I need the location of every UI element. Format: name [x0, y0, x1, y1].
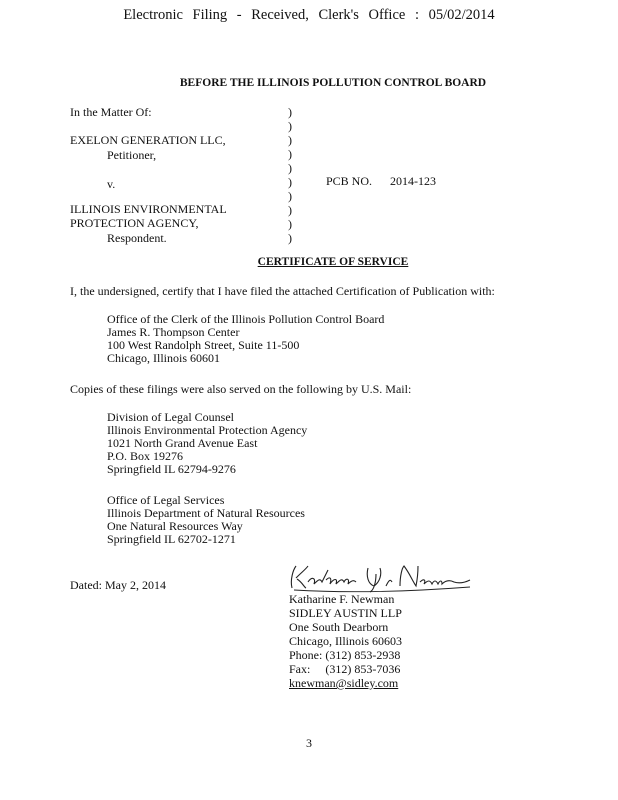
caption-respondent-name-1: ILLINOIS ENVIRONMENTAL — [70, 202, 227, 216]
signer-phone: Phone: (312) 853-2938 — [289, 648, 401, 662]
address-line: Illinois Environmental Protection Agency — [107, 423, 308, 437]
date-line: Dated: May 2, 2014 — [70, 578, 166, 592]
copies-served-text: Copies of these filings were also served on the following by U.S. Mail: — [70, 382, 412, 396]
address-line: Illinois Department of Natural Resources — [107, 506, 305, 520]
signer-email-link[interactable]: knewman@sidley.com — [289, 676, 399, 690]
caption-bracket: ) — [288, 231, 292, 245]
case-number-value: 2014-123 — [390, 174, 437, 188]
caption-versus: v. — [107, 177, 116, 191]
signer-name: Katharine F. Newman — [289, 592, 395, 606]
address-line: Springfield IL 62702-1271 — [107, 532, 236, 546]
certification-intro: I, the undersigned, certify that I have filed the attached Certification of Publication with: — [70, 284, 495, 298]
address-line: Office of the Clerk of the Illinois Pollution Control Board — [107, 312, 385, 326]
filing-stamp-header: Electronic Filing - Received, Clerk's Office : 05/02/2014 — [123, 7, 495, 23]
caption-bracket: ) — [288, 203, 292, 217]
address-line: One Natural Resources Way — [107, 519, 243, 533]
signer-fax: Fax: (312) 853-7036 — [289, 662, 401, 676]
address-line: James R. Thompson Center — [107, 325, 240, 339]
recipient-idnr-block — [107, 494, 305, 546]
page-number: 3 — [306, 736, 312, 750]
caption-petitioner-role: Petitioner, — [107, 148, 157, 162]
caption-bracket: ) — [288, 133, 292, 147]
caption-bracket: ) — [288, 105, 292, 119]
caption-bracket: ) — [288, 147, 292, 161]
caption-bracket: ) — [288, 161, 292, 175]
case-number — [326, 174, 436, 188]
signer-city: Chicago, Illinois 60603 — [289, 634, 402, 648]
caption-bracket: ) — [288, 119, 292, 133]
address-line: Chicago, Illinois 60601 — [107, 351, 220, 365]
caption-in-matter: In the Matter Of: — [70, 105, 152, 119]
document-title: BEFORE THE ILLINOIS POLLUTION CONTROL BOARD — [179, 77, 487, 89]
case-number-label: PCB NO. — [326, 174, 373, 188]
caption-respondent-role: Respondent. — [107, 231, 167, 245]
certificate-title: CERTIFICATE OF SERVICE — [257, 256, 409, 268]
address-line: 100 West Randolph Street, Suite 11-500 — [107, 338, 300, 352]
caption-bracket: ) — [288, 189, 292, 203]
caption-bracket: ) — [288, 217, 292, 231]
address-line: P.O. Box 19276 — [107, 449, 184, 463]
recipient-iepa-block — [107, 411, 307, 476]
signer-firm: SIDLEY AUSTIN LLP — [289, 606, 402, 620]
caption-respondent-name-2: PROTECTION AGENCY, — [70, 216, 199, 230]
address-line: Springfield IL 62794-9276 — [107, 462, 236, 476]
clerk-address-block — [107, 313, 384, 365]
address-line: Office of Legal Services — [107, 493, 225, 507]
address-line: 1021 North Grand Avenue East — [107, 436, 258, 450]
handwritten-signature — [284, 560, 474, 594]
caption-petitioner-name: EXELON GENERATION LLC, — [70, 133, 226, 147]
caption-bracket: ) — [288, 175, 292, 189]
signature-block — [289, 592, 402, 690]
signer-street: One South Dearborn — [289, 620, 389, 634]
address-line: Division of Legal Counsel — [107, 410, 234, 424]
